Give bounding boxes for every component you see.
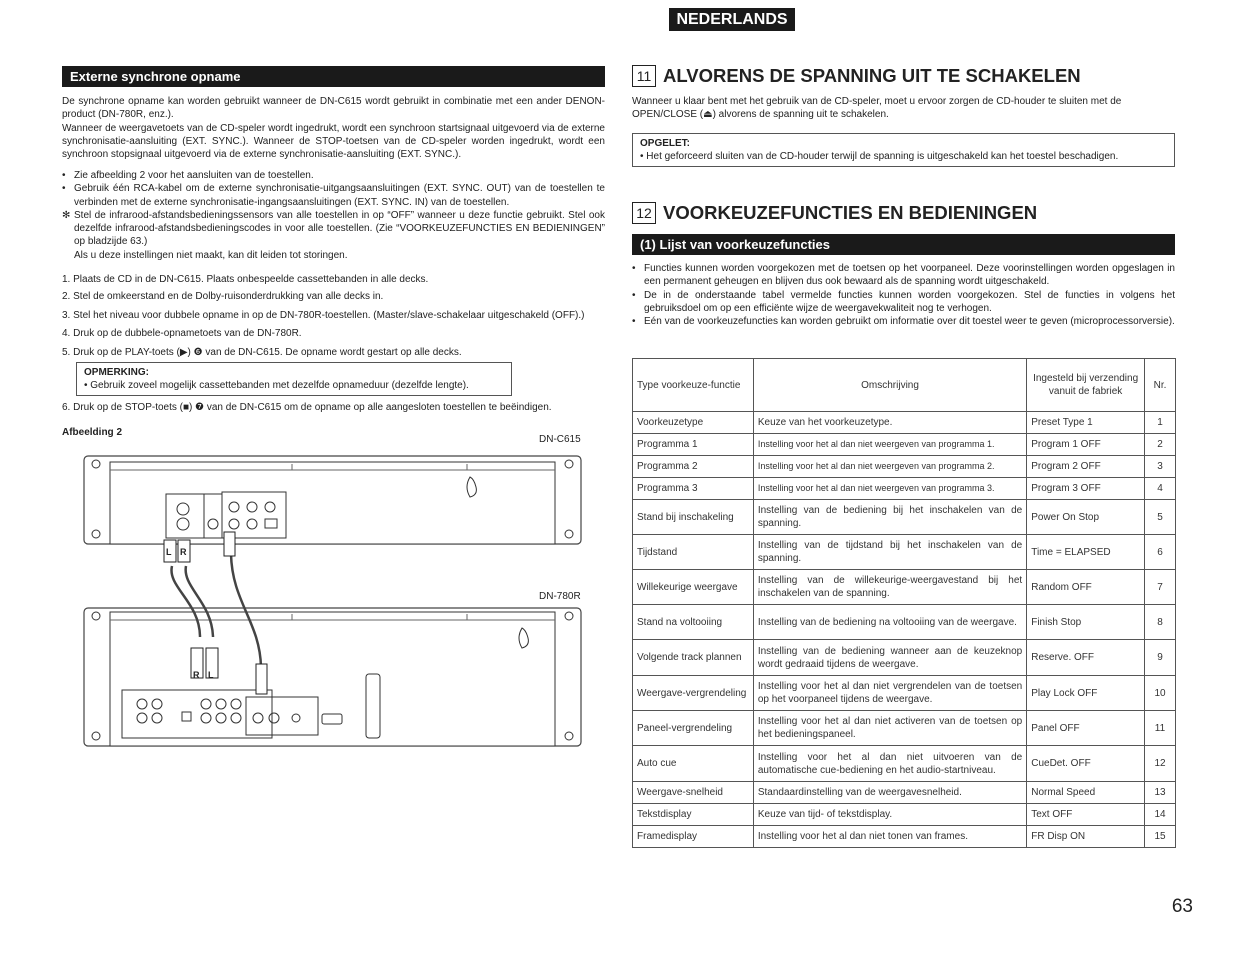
cell-factory-setting: Text OFF xyxy=(1027,804,1145,826)
cell-factory-setting: Random OFF xyxy=(1027,570,1145,605)
cell-description: Instelling van de bediening bij het inschakelen van de spanning. xyxy=(753,500,1026,535)
cell-function-type: Stand na voltooiing xyxy=(633,605,754,640)
plug-label-right-upper: R xyxy=(180,547,187,557)
cell-function-type: Framedisplay xyxy=(633,826,754,848)
cell-function-type: Programma 3 xyxy=(633,478,754,500)
list-item xyxy=(62,169,605,182)
preset-bullets xyxy=(632,262,1175,328)
cell-factory-setting: Program 2 OFF xyxy=(1027,456,1145,478)
heading-section-12 xyxy=(632,202,1037,224)
cell-function-type: Willekeurige weergave xyxy=(633,570,754,605)
list-item xyxy=(62,249,605,262)
cell-factory-setting: Play Lock OFF xyxy=(1027,676,1145,711)
list-item: • Functies kunnen worden voorgekozen met de toetsen op het voorpaneel. Deze voorinstellingen worden opgeslagen in een permanent geheugen en blijven dus ook bewaard als de spanning wordt uitgeschakeld. xyxy=(632,263,1175,288)
cell-number: 13 xyxy=(1145,782,1176,804)
plug-label-left-lower: L xyxy=(208,670,214,680)
cell-description: Instelling voor het al dan niet uitvoeren van de automatische cue-bediening en het audio-startniveau. xyxy=(753,746,1026,782)
table-row xyxy=(633,711,1176,746)
cell-number: 1 xyxy=(1145,412,1176,434)
note-title: OPMERKING: xyxy=(84,367,149,378)
heading-section-11 xyxy=(632,65,1081,87)
table-row xyxy=(633,456,1176,478)
section-title-12: VOORKEUZEFUNCTIES EN BEDIENINGEN xyxy=(663,202,1038,223)
cell-number: 12 xyxy=(1145,746,1176,782)
table-row xyxy=(633,640,1176,676)
cell-number: 6 xyxy=(1145,535,1176,570)
cell-description: Instelling voor het al dan niet weergeven van programma 3. xyxy=(753,478,1026,500)
cell-function-type: Voorkeuzetype xyxy=(633,412,754,434)
cell-function-type: Programma 2 xyxy=(633,456,754,478)
list-item xyxy=(62,182,605,209)
cell-factory-setting: Program 1 OFF xyxy=(1027,434,1145,456)
cell-number: 3 xyxy=(1145,456,1176,478)
cell-number: 11 xyxy=(1145,711,1176,746)
bullet-mark: • xyxy=(62,183,66,195)
cell-number: 5 xyxy=(1145,500,1176,535)
cell-function-type: Auto cue xyxy=(633,746,754,782)
list-item-text: Zie afbeelding 2 voor het aansluiten van de toestellen. xyxy=(74,170,314,181)
step-1: 1. Plaats de CD in de DN-C615. Plaats onbespeelde cassettebanden in alle decks. xyxy=(62,274,429,285)
table-row xyxy=(633,535,1176,570)
cell-factory-setting: Panel OFF xyxy=(1027,711,1145,746)
note-box xyxy=(76,362,512,396)
figure-caption: Afbeelding 2 xyxy=(62,427,123,438)
list-item-text: De in de onderstaande tabel vermelde functies kunnen worden voorgekozen. Stel de functies in volgens het gebruiksdoel om op een efficiënte wijze de weergavekwaliteit nog te verhogen. xyxy=(644,289,1175,314)
cell-description: Instelling voor het al dan niet weergeven van programma 2. xyxy=(753,456,1026,478)
table-row xyxy=(633,478,1176,500)
cell-description: Keuze van tijd- of tekstdisplay. xyxy=(753,804,1026,826)
plug-label-left-upper: L xyxy=(166,547,172,557)
device-label-dn-780r: DN-780R xyxy=(539,591,581,602)
cell-description: Instelling voor het al dan niet weergeven van programma 1. xyxy=(753,434,1026,456)
column-header: Nr. xyxy=(1145,359,1176,412)
step-5: 5. Druk op de PLAY-toets (▶) ❻ van de DN-C615. De opname wordt gestart op alle decks. xyxy=(62,347,462,358)
language-tab: NEDERLANDS xyxy=(669,8,795,31)
table-row xyxy=(633,605,1176,640)
caution-title: OPGELET: xyxy=(640,138,691,149)
dn-780r-unit xyxy=(84,608,581,746)
cell-factory-setting: Reserve. OFF xyxy=(1027,640,1145,676)
list-item: • De in de onderstaande tabel vermelde functies kunnen worden voorgekozen. Stel de functies in volgens het gebruiksdoel om op een efficiënte wijze de weergavekwaliteit nog te verhogen. xyxy=(632,289,1175,314)
section-title-11: ALVORENS DE SPANNING UIT TE SCHAKELEN xyxy=(663,65,1081,86)
cell-description: Instelling voor het al dan niet vergrendelen van de toetsen op het voorpaneel tijdens de weergave. xyxy=(753,676,1026,711)
page-number: 63 xyxy=(1171,896,1193,917)
caution-box xyxy=(632,133,1175,167)
step-2: 2. Stel de omkeerstand en de Dolby-ruisonderdrukking van alle decks in. xyxy=(62,291,384,302)
cell-number: 7 xyxy=(1145,570,1176,605)
preset-function-table xyxy=(632,358,1176,848)
cell-number: 9 xyxy=(1145,640,1176,676)
cell-number: 14 xyxy=(1145,804,1176,826)
cell-factory-setting: Preset Type 1 xyxy=(1027,412,1145,434)
device-label-dn-c615: DN-C615 xyxy=(539,434,581,445)
list-item-text: Functies kunnen worden voorgekozen met de toetsen op het voorpaneel. Deze voorinstellingen worden opgeslagen in een permanent geheugen en blijven dus ook bewaard als de spanning wordt uitgeschakeld. xyxy=(644,263,1175,288)
cell-number: 2 xyxy=(1145,434,1176,456)
cell-description: Standaardinstelling van de weergavesnelheid. xyxy=(753,782,1026,804)
cell-number: 10 xyxy=(1145,676,1176,711)
asterisk-mark: ✻ xyxy=(62,209,71,221)
cell-description: Instelling van de bediening wanneer aan de keuzeknop wordt gedraaid tijdens de weergave. xyxy=(753,640,1026,676)
dn-c615-unit xyxy=(84,456,581,544)
cell-number: 4 xyxy=(1145,478,1176,500)
cell-function-type: Stand bij inschakeling xyxy=(633,500,754,535)
cell-description: Instelling voor het al dan niet activeren van de toetsen op het bedieningspaneel. xyxy=(753,711,1026,746)
cell-number: 8 xyxy=(1145,605,1176,640)
step-6: 6. Druk op de STOP-toets (■) ❼ van de DN-C615 om de opname op alle aangesloten toestellen te beëindigen. xyxy=(62,402,552,413)
section-11-text: Wanneer u klaar bent met het gebruik van de CD-speler, moet u ervoor zorgen de CD-houder te sluiten met de OPEN/CLOSE (⏏) alvorens de spanning uit te schakelen. xyxy=(632,96,1122,121)
section-number-12: 12 xyxy=(632,202,656,224)
table-row xyxy=(633,570,1176,605)
list-item-text: Eén van de voorkeuzefuncties kan worden gebruikt om informatie over dit toestel weer te geven (microprocessorversie). xyxy=(644,316,1175,328)
table-row xyxy=(633,676,1176,711)
cell-function-type: Volgende track plannen xyxy=(633,640,754,676)
section-title-external-sync: Externe synchrone opname xyxy=(62,66,605,87)
cell-function-type: Programma 1 xyxy=(633,434,754,456)
column-header: Omschrijving xyxy=(753,359,1026,412)
cell-description: Instelling van de tijdstand bij het inschakelen van de spanning. xyxy=(753,535,1026,570)
cell-factory-setting: FR Disp ON xyxy=(1027,826,1145,848)
table-row xyxy=(633,804,1176,826)
intro-text xyxy=(62,95,605,161)
cell-factory-setting: Program 3 OFF xyxy=(1027,478,1145,500)
table-row xyxy=(633,412,1176,434)
step-4: 4. Druk op de dubbele-opnametoets van de DN-780R. xyxy=(62,328,302,339)
list-item: • Eén van de voorkeuzefuncties kan worden gebruikt om informatie over dit toestel weer te geven (microprocessorversie). xyxy=(632,316,1175,328)
cell-description: Instelling voor het al dan niet tonen van frames. xyxy=(753,826,1026,848)
cell-factory-setting: CueDet. OFF xyxy=(1027,746,1145,782)
note-text: • Gebruik zoveel mogelijk cassettebanden met dezelfde opnameduur (dezelfde lengte). xyxy=(84,380,469,391)
cell-function-type: Weergave-snelheid xyxy=(633,782,754,804)
cell-function-type: Paneel-vergrendeling xyxy=(633,711,754,746)
cell-number: 15 xyxy=(1145,826,1176,848)
step-3: 3. Stel het niveau voor dubbele opname in op de DN-780R-toestellen. (Master/slave-schakelaar uitgeschakeld (OFF).) xyxy=(62,310,585,321)
cell-function-type: Tekstdisplay xyxy=(633,804,754,826)
intro-paragraph-2: Wanneer de weergavetoets van de CD-speler wordt ingedrukt, wordt een synchroon startsignaal uitgevoerd via de externe synchronisatie-aansluiting (EXT. SYNC.). Wanneer de STOP-toetsen van de CD-speler worden ingedrukt, wordt een synchroon stopsignaal uitgevoerd via de externe synchronisatie-aansluiting (EXT. SYNC.). xyxy=(62,122,605,161)
cell-factory-setting: Finish Stop xyxy=(1027,605,1145,640)
table-header-row xyxy=(633,359,1176,412)
intro-paragraph-1: De synchrone opname kan worden gebruikt wanneer de DN-C615 wordt gebruikt in combinatie met een ander DENON-product (DN-780R, enz.). xyxy=(62,96,605,121)
cell-factory-setting: Time = ELAPSED xyxy=(1027,535,1145,570)
section-number-11: 11 xyxy=(632,65,656,87)
table-row xyxy=(633,782,1176,804)
cell-function-type: Tijdstand xyxy=(633,535,754,570)
sync-bullets xyxy=(62,169,605,262)
list-item-text: Als u deze instellingen niet maakt, kan dit leiden tot storingen. xyxy=(74,249,348,261)
cell-description: Keuze van het voorkeuzetype. xyxy=(753,412,1026,434)
column-header: Type voorkeuze-functie xyxy=(633,359,754,412)
cell-factory-setting: Normal Speed xyxy=(1027,782,1145,804)
subsection-title: (1) Lijst van voorkeuzefuncties xyxy=(632,234,1175,255)
cell-factory-setting: Power On Stop xyxy=(1027,500,1145,535)
table-row xyxy=(633,746,1176,782)
column-header: Ingesteld bij verzending vanuit de fabriek xyxy=(1027,359,1145,412)
list-item xyxy=(62,209,605,249)
table-row xyxy=(633,500,1176,535)
cell-description: Instelling van de willekeurige-weergavestand bij het inschakelen van de spanning. xyxy=(753,570,1026,605)
table-row xyxy=(633,434,1176,456)
cell-function-type: Weergave-vergrendeling xyxy=(633,676,754,711)
caution-text: • Het geforceerd sluiten van de CD-houder terwijl de spanning is uitgeschakeld kan het toestel beschadigen. xyxy=(640,151,1119,162)
bullet-mark: • xyxy=(62,170,66,181)
plug-label-right-lower: R xyxy=(193,670,200,680)
table-row xyxy=(633,826,1176,848)
connection-diagram xyxy=(82,452,584,750)
list-item-text: Stel de infrarood-afstandsbedieningssensors van alle toestellen in op “OFF” wanneer u deze functie gebruikt. Stel ook dezelfde infrarood-afstandsbedieningscodes in voor alle toestellen. (Zie “VOORKEUZEFUNCTIES EN BEDIENINGEN” op bladzijde 63.) xyxy=(74,209,605,248)
cell-description: Instelling van de bediening na voltooiing van de weergave. xyxy=(753,605,1026,640)
list-item-text: Gebruik één RCA-kabel om de externe synchronisatie-uitgangsaansluitingen (EXT. SYNC. OUT) van de toestellen te verbinden met de externe synchronisatie-ingangsaansluitingen (EXT. SYNC. IN) van de toestellen. xyxy=(74,183,605,208)
